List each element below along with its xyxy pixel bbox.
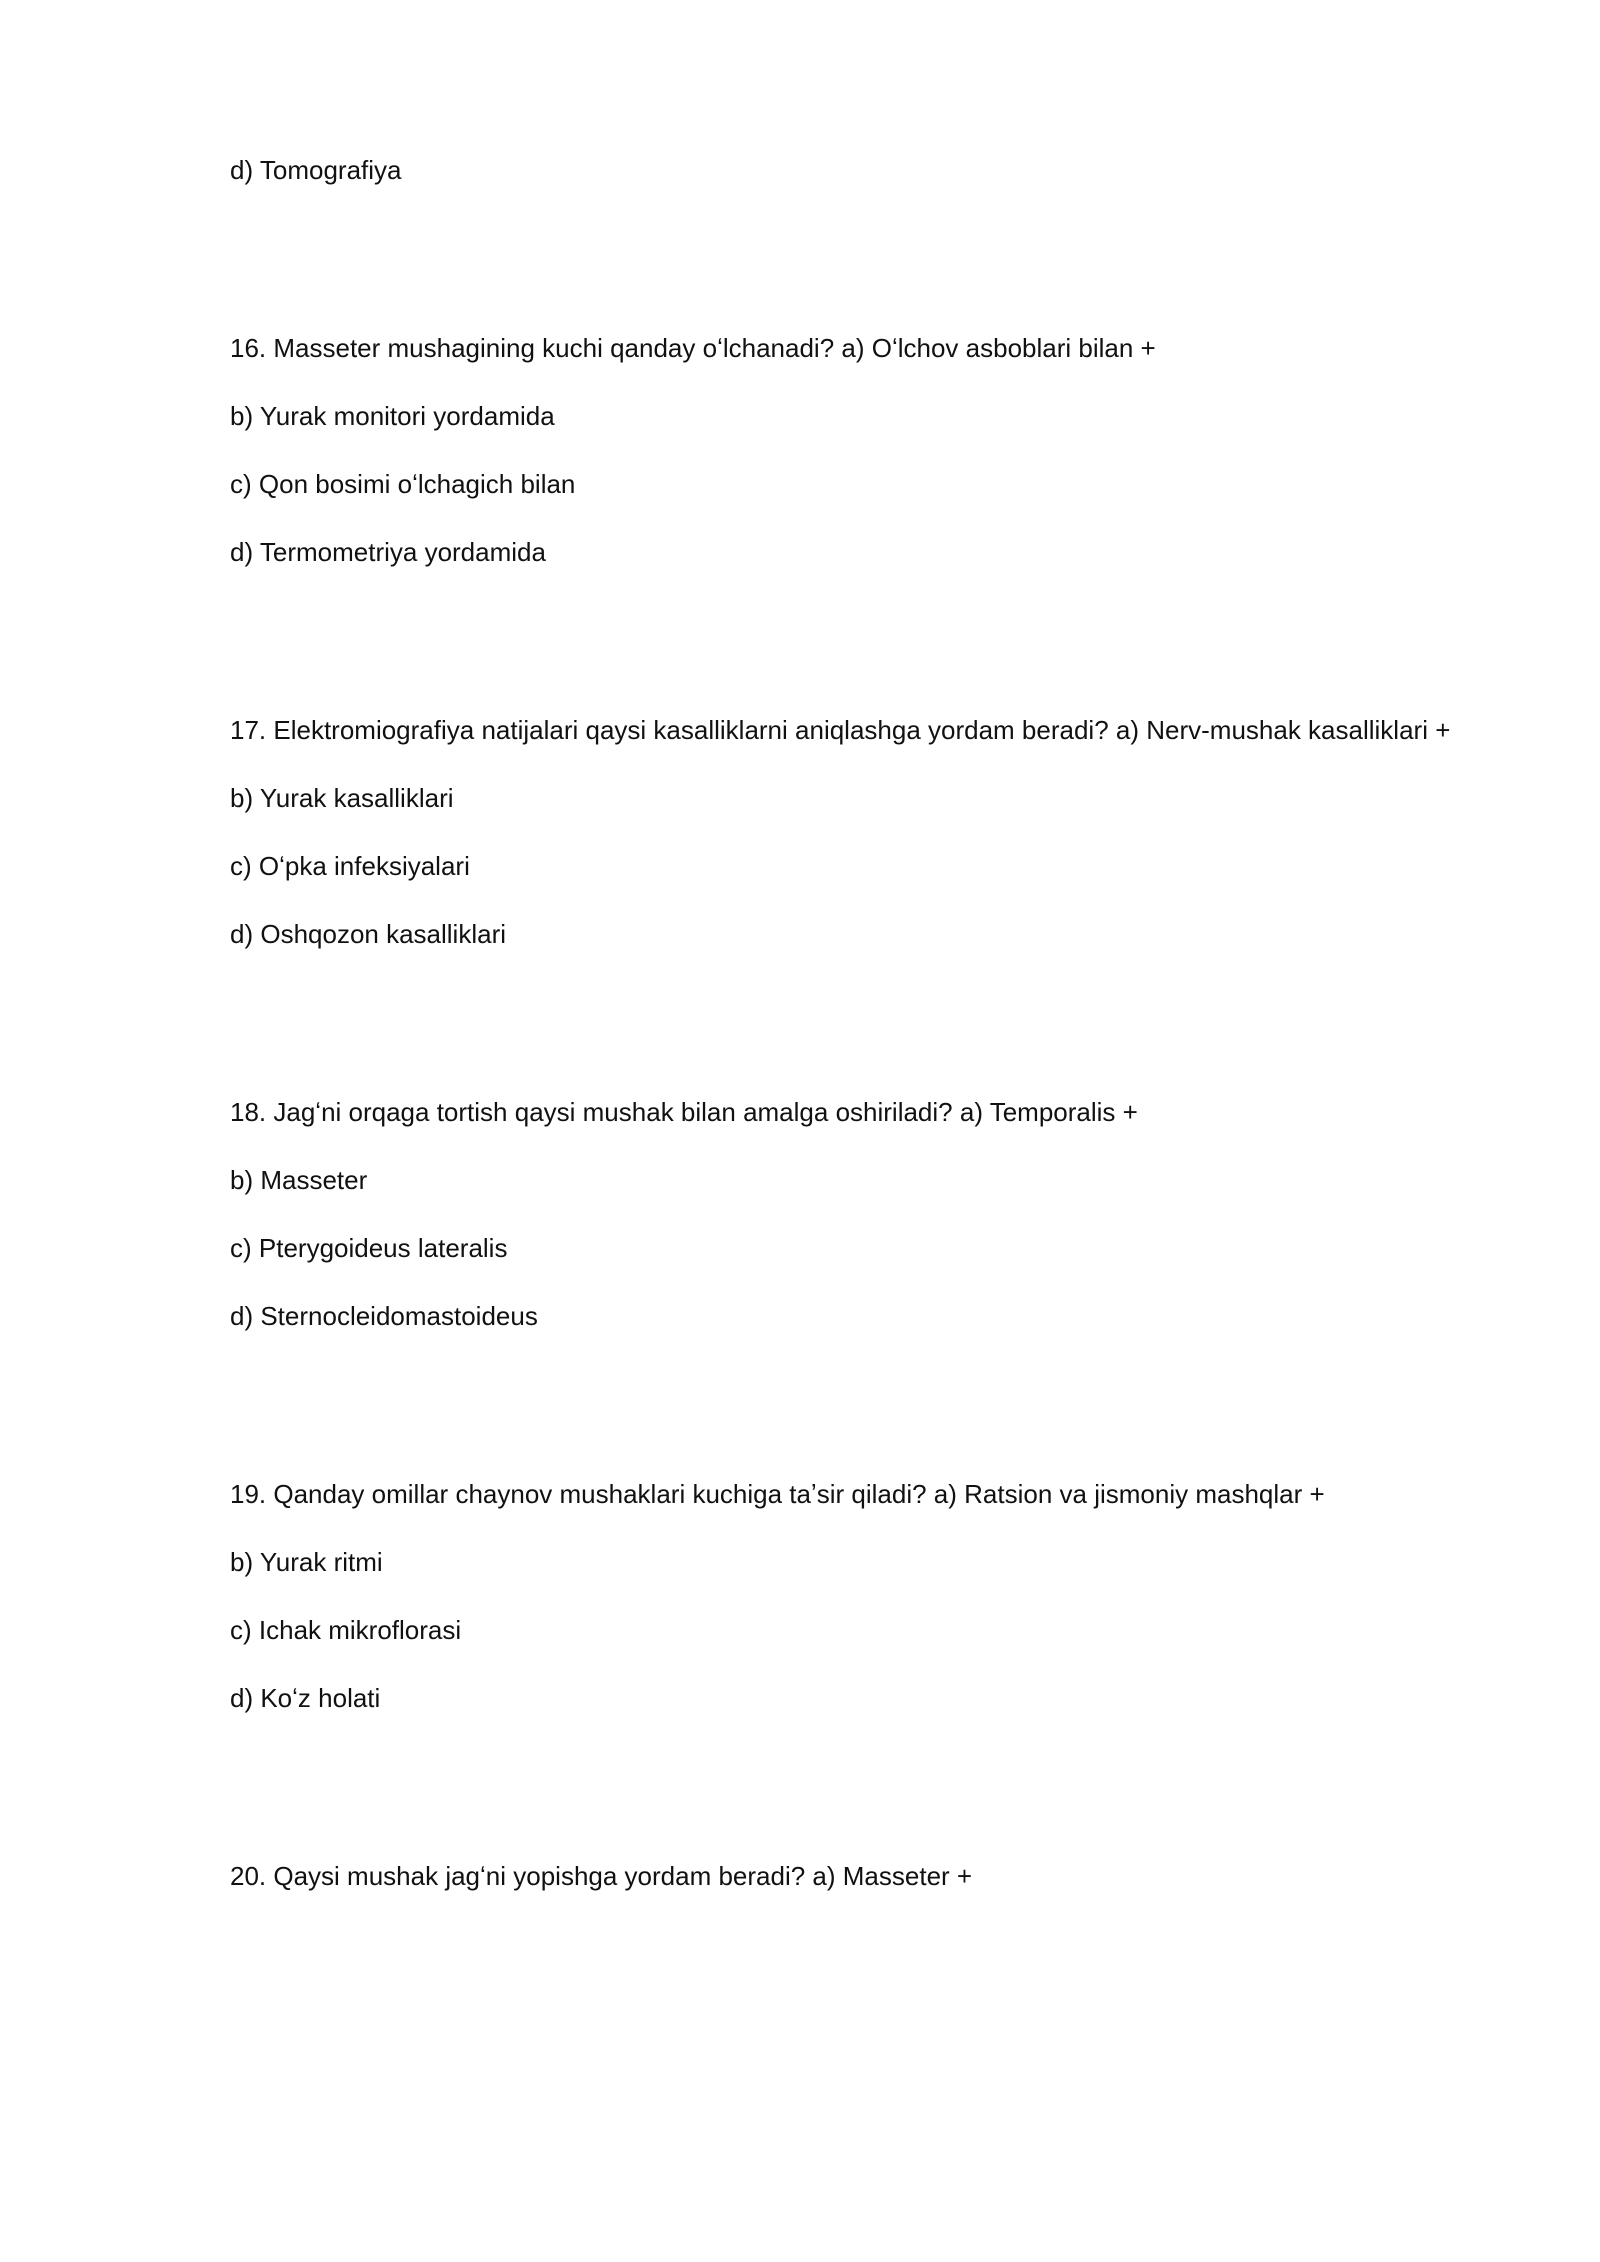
option-d: d) Koʻz holati: [230, 1683, 381, 1713]
question-block-15-tail: [230, 150, 1490, 190]
question-block-18: [230, 1092, 1490, 1336]
question-block-17: [230, 710, 1490, 954]
document-content: [230, 150, 1490, 1896]
question-text: 16. Masseter mushagining kuchi qanday oʻlchanadi? a) Oʻlchov asboblari bilan +: [230, 333, 1156, 363]
question-text: 20. Qaysi mushak jagʻni yopishga yordam beradi? a) Masseter +: [230, 1861, 973, 1891]
question-block-19: [230, 1474, 1490, 1718]
option-b: b) Yurak monitori yordamida: [230, 401, 555, 431]
option-d: d) Termometriya yordamida: [230, 537, 546, 567]
option-b: b) Yurak ritmi: [230, 1547, 383, 1577]
option-c: c) Pterygoideus lateralis: [230, 1233, 508, 1263]
question-text: 19. Qanday omillar chaynov mushaklari kuchiga taʼsir qiladi? a) Ratsion va jismoniy mashqlar +: [230, 1479, 1325, 1509]
spacer: [230, 1718, 1490, 1856]
question-text: 17. Elektromiografiya natijalari qaysi kasalliklarni aniqlashga yordam beradi? a) Nerv-mushak kasalliklari +: [230, 715, 1451, 745]
option-d: d) Oshqozon kasalliklari: [230, 919, 507, 949]
question-block-20: [230, 1856, 1490, 1896]
spacer: [230, 190, 1490, 328]
question-block-16: [230, 328, 1490, 572]
question-text: 18. Jagʻni orqaga tortish qaysi mushak bilan amalga oshiriladi? a) Temporalis +: [230, 1097, 1138, 1127]
option-c: c) Ichak mikroflorasi: [230, 1615, 462, 1645]
option-c: c) Oʻpka infeksiyalari: [230, 851, 470, 881]
option-d: d) Sternocleidomastoideus: [230, 1301, 538, 1331]
option-b: b) Yurak kasalliklari: [230, 783, 454, 813]
option-b: b) Masseter: [230, 1165, 368, 1195]
spacer: [230, 572, 1490, 710]
option-d: d) Tomografiya: [230, 155, 402, 185]
option-c: c) Qon bosimi oʻlchagich bilan: [230, 469, 576, 499]
spacer: [230, 1336, 1490, 1474]
spacer: [230, 954, 1490, 1092]
